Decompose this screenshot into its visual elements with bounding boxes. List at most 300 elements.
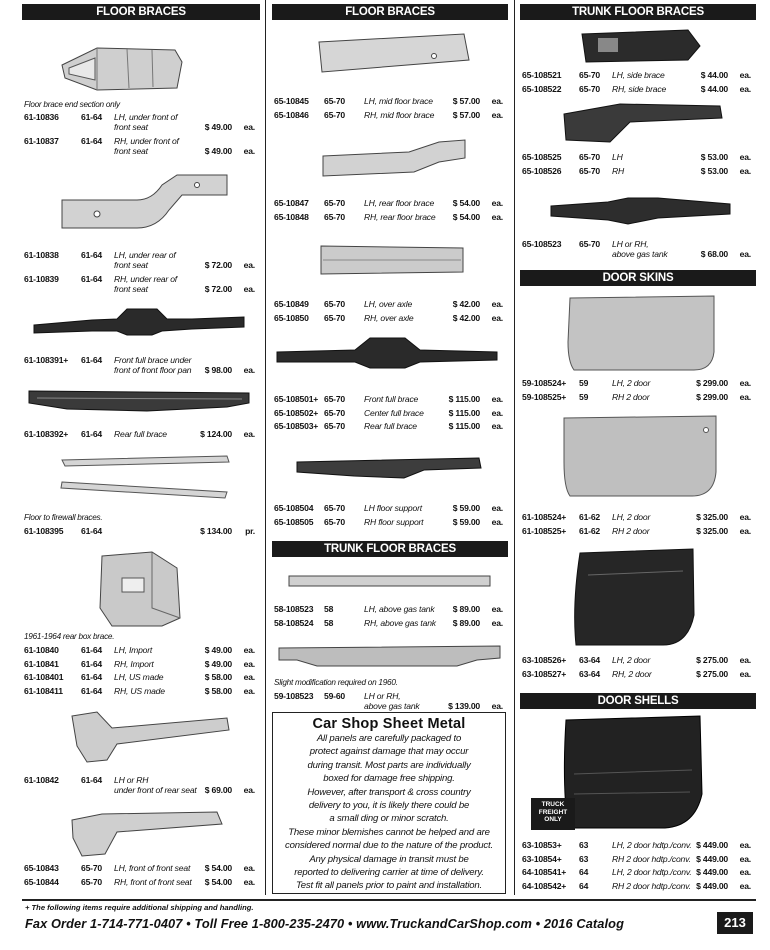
description-line: LH, rear floor brace	[364, 198, 435, 208]
front-of-front-seat-brace-image	[67, 808, 227, 860]
price: $ 49.00	[204, 146, 232, 156]
floor-support-image	[294, 452, 484, 482]
price: $ 53.00	[700, 152, 728, 162]
model-years: 61-64	[81, 685, 102, 696]
part-description	[364, 618, 436, 628]
model-years: 61-64	[81, 645, 102, 655]
part-description	[364, 313, 413, 323]
price: $ 98.00	[204, 365, 232, 375]
price-unit: ea.	[491, 109, 503, 120]
price-unit: ea.	[739, 525, 751, 536]
description-line: front seat	[114, 122, 148, 132]
description-line: LH, 2 door	[612, 378, 651, 388]
model-years: 61-62	[579, 512, 600, 522]
model-years: 65-70	[324, 421, 345, 431]
model-years: 65-70	[324, 109, 345, 120]
part-description	[114, 429, 167, 439]
part-number: 65-10849	[274, 299, 309, 309]
disclaimer-line: These minor blemishes cannot be helped and are	[288, 826, 490, 838]
price-unit: ea.	[491, 503, 503, 513]
price-unit: ea.	[491, 516, 503, 527]
disclaimer-line: considered normal due to the nature of the product.	[285, 840, 493, 852]
section-header-door-skins: DOOR SKINS	[520, 270, 756, 286]
disclaimer-line: a small ding or minor scratch.	[329, 813, 449, 825]
part-number: 61-10838	[24, 250, 59, 260]
over-axle-brace-image	[317, 240, 467, 280]
part-number: 61-108392+	[24, 429, 69, 439]
door-skin-63-image	[568, 545, 698, 650]
model-years: 61-62	[579, 525, 600, 536]
part-description	[114, 672, 163, 682]
floor-to-firewall-braces-image	[57, 452, 237, 502]
model-years: 61-64	[81, 672, 102, 682]
mid-floor-brace-image	[314, 30, 474, 78]
model-years: 61-64	[81, 526, 102, 536]
part-number: 63-10853+	[522, 840, 562, 850]
description-line: LH or RH,	[612, 239, 649, 249]
description-line: RH, rear floor brace	[364, 211, 436, 222]
part-number: 61-108391+	[24, 355, 69, 365]
description-line: RH 2 door hdtp./conv.	[612, 853, 691, 864]
model-years: 65-70	[324, 394, 345, 404]
price: $ 57.00	[452, 96, 480, 106]
footer-rule	[22, 899, 756, 901]
part-description	[114, 686, 165, 696]
part-number: 64-108542+	[522, 880, 567, 891]
model-years: 58	[324, 617, 334, 628]
description-line: LH, mid floor brace	[364, 96, 433, 106]
price-unit: ea.	[739, 70, 751, 80]
shipping-footnote: + The following items require additional shipping and handling.	[25, 903, 254, 912]
description-line: RH, 2 door	[612, 668, 652, 679]
description-line: RH, Import	[114, 658, 154, 669]
description-line: LH, 2 door	[612, 512, 651, 522]
description-line: RH, US made	[114, 685, 165, 696]
description-line: LH, 2 door hdtp./conv.	[612, 867, 692, 877]
price-unit: ea.	[243, 146, 255, 156]
description-line: Front full brace under	[114, 355, 192, 365]
full-brace-image	[275, 334, 500, 374]
part-number: 59-108523	[274, 691, 314, 701]
part-description	[612, 166, 624, 176]
part-number: 65-108521	[522, 70, 562, 80]
description-line: LH or RH,	[364, 691, 401, 701]
model-years: 59	[579, 391, 589, 402]
price-unit: ea.	[491, 96, 503, 106]
part-description	[612, 854, 691, 864]
part-number: 65-108505	[274, 516, 314, 527]
under-front-rear-seat-brace-image	[67, 708, 232, 766]
model-years: 58	[324, 604, 334, 614]
part-description	[364, 198, 434, 208]
price: $ 42.00	[452, 312, 480, 323]
price: $ 115.00	[448, 421, 480, 431]
price-unit: ea.	[739, 867, 751, 877]
description-line: LH, under front of	[114, 112, 178, 122]
note-rear-box-brace: 1961-1964 rear box brace.	[24, 632, 115, 641]
section-header-door-shells: DOOR SHELLS	[520, 693, 756, 709]
section-header-trunk-floor-braces: TRUNK FLOOR BRACES	[272, 541, 508, 557]
part-description	[612, 881, 691, 891]
description-line: Center full brace	[364, 407, 424, 418]
price: $ 49.00	[204, 658, 232, 669]
price: $ 124.00	[200, 429, 232, 439]
part-number: 59-108524+	[522, 378, 567, 388]
price-unit: ea.	[491, 617, 503, 628]
part-description	[612, 669, 652, 679]
description-line: RH floor support	[364, 516, 424, 527]
part-description	[612, 70, 665, 80]
part-number: 61-10842	[24, 775, 59, 785]
part-number: 65-10845	[274, 96, 309, 106]
trunk-floor-brace-58-image	[287, 572, 492, 592]
part-number: 65-108523	[522, 239, 562, 249]
price-unit: ea.	[739, 840, 751, 850]
description-line: LH, under rear of	[114, 250, 176, 260]
description-line: RH, mid floor brace	[364, 109, 435, 120]
model-years: 59	[579, 378, 589, 388]
price-unit: ea.	[491, 701, 503, 711]
part-description	[114, 112, 177, 132]
door-skin-61-image	[560, 412, 720, 500]
part-number: 58-108523	[274, 604, 314, 614]
part-number: 58-108524	[274, 617, 314, 628]
model-years: 59-60	[324, 691, 345, 701]
description-line: above gas tank	[364, 701, 420, 711]
price-unit: ea.	[243, 863, 255, 873]
description-line: under front of rear seat	[114, 785, 197, 795]
disclaimer-line: during transit. Most parts are individually	[307, 759, 471, 771]
model-years: 65-70	[81, 876, 102, 887]
model-years: 61-64	[81, 775, 102, 785]
price-unit: ea.	[243, 429, 255, 439]
model-years: 65-70	[324, 211, 345, 222]
description-line: LH, above gas tank	[364, 604, 435, 614]
rear-full-brace-image	[27, 385, 252, 417]
disclaimer-line: All panels are carefully packaged to	[316, 733, 462, 744]
description-line: RH, front of front seat	[114, 876, 192, 887]
part-number: 63-108526+	[522, 655, 567, 665]
description-line: RH, over axle	[364, 312, 414, 323]
model-years: 65-70	[579, 83, 600, 94]
floor-brace-end-section-image	[57, 40, 187, 95]
trunk-side-brace-image	[578, 26, 703, 66]
model-years: 61-64	[81, 250, 102, 260]
part-description	[364, 394, 418, 404]
price-unit: ea.	[491, 394, 503, 404]
disclaimer-line: Any physical damage in transit must be	[309, 853, 469, 865]
door-skin-59-image	[564, 292, 719, 374]
description-line: LH, 2 door	[612, 655, 651, 665]
description-line: RH, above gas tank	[364, 617, 436, 628]
part-number: 65-108501+	[274, 394, 319, 404]
price: $ 299.00	[696, 378, 728, 388]
price-unit: ea.	[491, 299, 503, 309]
description-line: RH, side brace	[612, 83, 667, 94]
price-unit: ea.	[243, 658, 255, 669]
column-floor-braces-1	[22, 0, 260, 895]
above-gas-tank-brace-image	[548, 196, 733, 226]
description-line: LH	[612, 152, 623, 162]
price: $ 54.00	[452, 198, 480, 208]
contact-footer: Fax Order 1-714-771-0407 • Toll Free 1-800-235-2470 • www.TruckandCarShop.com • 2016 Catalog	[25, 916, 624, 931]
model-years: 64	[579, 867, 589, 877]
description-line: above gas tank	[612, 249, 668, 259]
part-number: 61-10841	[24, 658, 59, 669]
part-description	[114, 659, 154, 669]
price: $ 115.00	[448, 394, 480, 404]
price: $ 44.00	[700, 83, 728, 94]
part-description	[612, 512, 650, 522]
description-line: front of front floor pan	[114, 365, 192, 375]
price: $ 54.00	[452, 211, 480, 222]
price-unit: ea.	[491, 198, 503, 208]
part-number: 65-108525	[522, 152, 562, 162]
model-years: 65-70	[579, 165, 600, 176]
description-line: LH or RH	[114, 775, 149, 785]
disclaimer-line: However, after transport & cross country	[307, 786, 471, 798]
trunk-floor-brace-59-image	[277, 642, 502, 670]
section-header-floor-braces: FLOOR BRACES	[22, 4, 260, 20]
model-years: 63-64	[579, 655, 600, 665]
description-line: Front full brace	[364, 394, 419, 404]
part-description	[364, 691, 420, 711]
price-unit: ea.	[739, 655, 751, 665]
price-unit: ea.	[491, 421, 503, 431]
note-floor-to-firewall: Floor to firewall braces.	[24, 513, 103, 522]
column-divider	[265, 0, 266, 895]
disclaimer-line: boxed for damage free shipping.	[323, 773, 455, 785]
disclaimer-line: protect against damage that may occur	[309, 746, 469, 758]
model-years: 61-64	[81, 274, 102, 284]
price: $ 72.00	[204, 284, 232, 294]
price: $ 139.00	[448, 701, 480, 711]
price-unit: ea.	[243, 685, 255, 696]
part-number: 61-10837	[24, 136, 59, 146]
description-line: LH, Import	[114, 645, 153, 655]
description-line: Rear full brace	[114, 429, 167, 439]
part-number: 65-108526	[522, 165, 562, 176]
disclaimer-line: Test fit all panels prior to paint and installation.	[295, 880, 483, 892]
model-years: 63	[579, 840, 589, 850]
part-number: 65-10850	[274, 312, 309, 323]
model-years: 61-64	[81, 429, 102, 439]
price: $ 53.00	[700, 165, 728, 176]
price: $ 54.00	[204, 876, 232, 887]
part-description	[114, 250, 176, 270]
price: $ 325.00	[696, 525, 728, 536]
part-number: 65-10847	[274, 198, 309, 208]
description-line: LH, US made	[114, 672, 164, 682]
column-trunk-door	[520, 0, 756, 895]
disclaimer-line: delivery to you, it is likely there could be	[308, 800, 470, 812]
sheet-metal-disclaimer-box	[272, 712, 506, 894]
part-number: 61-108401	[24, 672, 64, 682]
part-number: 65-108503+	[274, 421, 319, 431]
price-unit: pr.	[245, 526, 255, 536]
price-unit: ea.	[243, 645, 255, 655]
description-line: RH	[612, 165, 625, 176]
part-description	[612, 867, 692, 877]
description-line: Rear full brace	[364, 421, 417, 431]
description-line: front seat	[114, 146, 148, 156]
model-years: 63	[579, 853, 589, 864]
model-years: 63-64	[579, 668, 600, 679]
part-description	[364, 212, 435, 222]
price: $ 69.00	[204, 785, 232, 795]
description-line: RH 2 door	[612, 525, 650, 536]
price-unit: ea.	[739, 152, 751, 162]
price: $ 57.00	[452, 109, 480, 120]
part-description	[114, 775, 197, 795]
page-number: 213	[717, 912, 753, 934]
price: $ 134.00	[200, 526, 232, 536]
model-years: 65-70	[324, 312, 345, 323]
disclaimer-title: Car Shop Sheet Metal	[312, 716, 466, 732]
price-unit: ea.	[739, 83, 751, 94]
part-description	[364, 299, 412, 309]
price: $ 49.00	[204, 645, 232, 655]
part-number: 65-108504	[274, 503, 314, 513]
price: $ 68.00	[700, 249, 728, 259]
price-unit: ea.	[243, 284, 255, 294]
price-unit: ea.	[243, 365, 255, 375]
price: $ 275.00	[696, 668, 728, 679]
description-line: front seat	[114, 284, 148, 294]
model-years: 65-70	[324, 198, 345, 208]
price: $ 59.00	[452, 516, 480, 527]
part-number: 65-108522	[522, 83, 562, 94]
part-description	[612, 152, 623, 162]
part-description	[612, 392, 649, 402]
rear-floor-brace-image	[319, 138, 469, 183]
price-unit: ea.	[739, 668, 751, 679]
price: $ 58.00	[204, 685, 232, 696]
column-divider	[514, 0, 515, 895]
note-floor-brace-end: Floor brace end section only	[24, 100, 120, 109]
model-years: 61-64	[81, 112, 102, 122]
price-unit: ea.	[739, 880, 751, 891]
description-line: LH, over axle	[364, 299, 413, 309]
description-line: LH, front of front seat	[114, 863, 191, 873]
description-line: LH, 2 door hdtp./conv.	[612, 840, 692, 850]
part-number: 63-108527+	[522, 668, 567, 679]
front-full-brace-image	[32, 305, 247, 345]
description-line: RH, under rear of	[114, 274, 177, 284]
trunk-floor-brace-lh-rh-image	[560, 100, 725, 148]
price-unit: ea.	[739, 249, 751, 259]
model-years: 65-70	[579, 152, 600, 162]
price: $ 449.00	[696, 853, 728, 864]
part-description	[114, 136, 179, 156]
door-shell-image	[560, 714, 705, 832]
part-description	[114, 355, 191, 375]
part-number: 61-108524+	[522, 512, 567, 522]
price-unit: ea.	[491, 407, 503, 418]
price: $ 275.00	[696, 655, 728, 665]
price-unit: ea.	[491, 211, 503, 222]
part-description	[364, 408, 424, 418]
model-years: 61-64	[81, 355, 102, 365]
part-number: 65-10843	[24, 863, 59, 873]
price-unit: ea.	[739, 378, 751, 388]
section-header-floor-braces: FLOOR BRACES	[272, 4, 508, 20]
part-number: 61-108411	[24, 685, 63, 696]
price: $ 449.00	[696, 867, 728, 877]
price-unit: ea.	[491, 312, 503, 323]
price: $ 42.00	[452, 299, 480, 309]
model-years: 65-70	[324, 516, 345, 527]
disclaimer-line: reported to delivering carrier at time of delivery.	[294, 867, 484, 879]
price-unit: ea.	[243, 260, 255, 270]
price: $ 89.00	[452, 617, 480, 628]
price: $ 59.00	[452, 503, 480, 513]
part-description	[612, 84, 666, 94]
price-unit: ea.	[739, 853, 751, 864]
part-number: 65-10844	[24, 876, 59, 887]
price: $ 49.00	[204, 122, 232, 132]
model-years: 65-70	[324, 96, 345, 106]
model-years: 65-70	[579, 70, 600, 80]
part-description	[612, 655, 650, 665]
description-line: front seat	[114, 260, 148, 270]
note-modification-1960: Slight modification required on 1960.	[274, 678, 398, 687]
part-description	[364, 604, 434, 614]
price: $ 72.00	[204, 260, 232, 270]
rear-box-brace-image	[92, 548, 197, 630]
description-line: RH, under front of	[114, 136, 179, 146]
part-number: 61-108525+	[522, 525, 567, 536]
model-years: 61-64	[81, 658, 102, 669]
part-description	[114, 645, 152, 655]
price: $ 44.00	[700, 70, 728, 80]
price-unit: ea.	[739, 512, 751, 522]
part-number: 65-10846	[274, 109, 309, 120]
price-unit: ea.	[243, 672, 255, 682]
description-line: RH 2 door hdtp./conv.	[612, 880, 691, 891]
part-description	[364, 421, 417, 431]
description-line: LH, side brace	[612, 70, 665, 80]
section-header-trunk-floor-braces: TRUNK FLOOR BRACES	[520, 4, 756, 20]
model-years: 65-70	[324, 299, 345, 309]
price-unit: ea.	[739, 391, 751, 402]
price-unit: ea.	[243, 785, 255, 795]
part-number: 61-10839	[24, 274, 59, 284]
price: $ 89.00	[452, 604, 480, 614]
part-description	[114, 274, 177, 294]
part-number: 61-10836	[24, 112, 59, 122]
model-years: 65-70	[324, 407, 345, 418]
model-years: 65-70	[81, 863, 102, 873]
price: $ 115.00	[448, 407, 480, 418]
under-rear-front-seat-brace-image	[57, 170, 232, 235]
price-unit: ea.	[491, 604, 503, 614]
model-years: 65-70	[579, 239, 600, 249]
description-line: LH floor support	[364, 503, 422, 513]
part-description	[612, 378, 650, 388]
part-number: 63-10854+	[522, 853, 562, 864]
price-unit: ea.	[243, 876, 255, 887]
price: $ 449.00	[696, 840, 728, 850]
price: $ 449.00	[696, 880, 728, 891]
part-description	[364, 110, 434, 120]
model-years: 61-64	[81, 136, 102, 146]
price-unit: ea.	[243, 122, 255, 132]
price: $ 54.00	[204, 863, 232, 873]
part-description	[364, 96, 433, 106]
price-unit: ea.	[739, 165, 751, 176]
part-number: 59-108525+	[522, 391, 567, 402]
